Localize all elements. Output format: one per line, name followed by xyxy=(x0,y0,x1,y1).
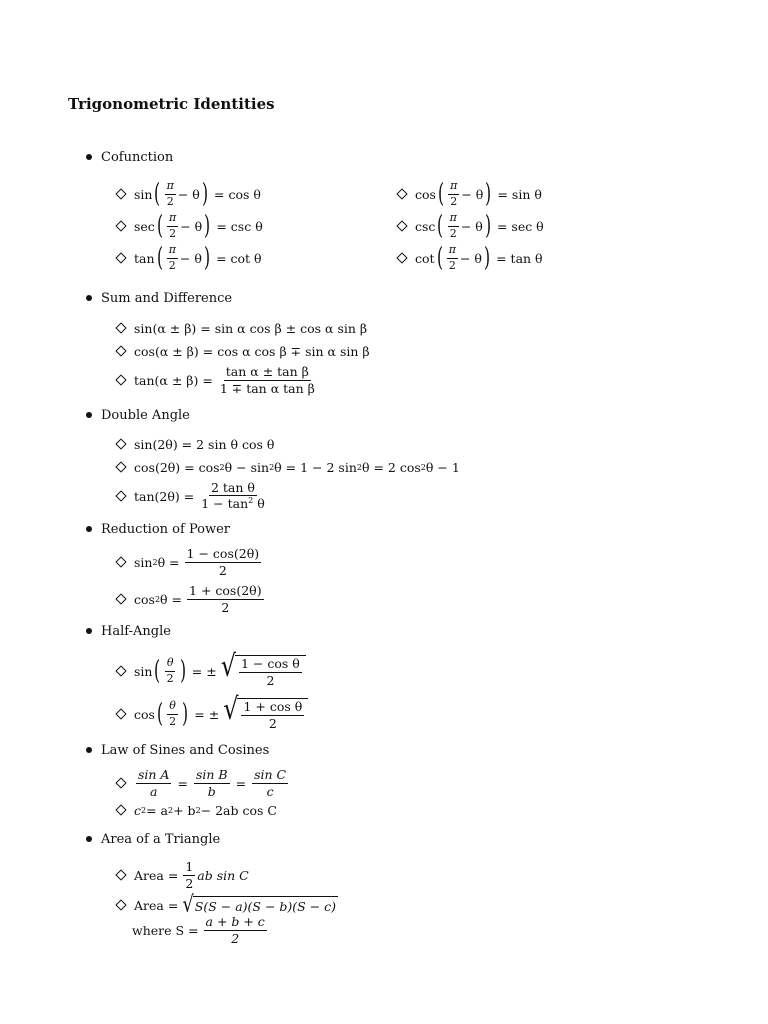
diamond-bullet-icon xyxy=(115,665,126,676)
section-heading-cofunction: Cofunction xyxy=(86,150,173,165)
double-sin: sin(2θ) = 2 sin θ cos θ xyxy=(117,429,274,459)
law-of-cosines: c 2 = a 2 + b 2 − 2ab cos C xyxy=(117,795,277,825)
sum-cos: cos(α ± β) = cos α cos β ∓ sin α sin β xyxy=(117,336,370,366)
diamond-bullet-icon xyxy=(115,593,126,604)
sqrt-icon: √ S(S − a)(S − b)(S − c) xyxy=(182,891,337,918)
diamond-bullet-icon xyxy=(396,220,407,231)
diamond-bullet-icon xyxy=(115,374,126,385)
section-heading-law: Law of Sines and Cosines xyxy=(86,743,269,758)
diamond-bullet-icon xyxy=(115,869,126,880)
bullet-icon xyxy=(86,747,92,753)
bullet-icon xyxy=(86,628,92,634)
diamond-bullet-icon xyxy=(115,804,126,815)
half-cos: cos ( $\frac{\theta}{2}$ ) = ± √ $\frac{\text{1 + cos θ}}{2}$ xyxy=(117,692,308,736)
double-cos: cos(2θ) = cos 2 θ − sin 2 θ = 1 − 2 sin 2 θ = 2 cos 2 θ − 1 xyxy=(117,452,460,482)
section-heading-reduction: Reduction of Power xyxy=(86,522,230,537)
cofunction-csc: csc ( $\frac{\pi}{2}$ − θ ) = sec θ xyxy=(398,204,548,248)
diamond-bullet-icon xyxy=(115,777,126,788)
law-of-sines: $\frac{\text{sin A}}{a}$ = $\frac{\text{sin B}}{b}$ = $\frac{\text{sin C}}{c}$ xyxy=(117,761,290,805)
cofunction-sec: sec ( $\frac{\pi}{2}$ − θ ) = csc θ xyxy=(117,204,267,248)
double-tan: tan(2θ) = $\frac{\text{2 tan θ}}{1 - \tan^2 \theta}$ xyxy=(117,474,269,518)
reduction-sin: sin 2 θ = $\frac{1 - \cos(2\theta)}{2}$ xyxy=(117,540,263,584)
section-heading-double-angle: Double Angle xyxy=(86,408,190,423)
area-where-s: where S = $\frac{a + b + c}{2}$ xyxy=(132,913,265,946)
area-formula-2: Area = √ S(S − a)(S − b)(S − c) xyxy=(117,890,338,920)
diamond-bullet-icon xyxy=(115,461,126,472)
diamond-bullet-icon xyxy=(115,252,126,263)
diamond-bullet-icon xyxy=(396,252,407,263)
diamond-bullet-icon xyxy=(115,220,126,231)
diamond-bullet-icon xyxy=(115,438,126,449)
page-title: Trigonometric Identities xyxy=(68,95,275,113)
half-sin: sin ( $\frac{\theta}{2}$ ) = ± √ $\frac{\text{1 − cos θ}}{2}$ xyxy=(117,649,306,693)
diamond-bullet-icon xyxy=(115,556,126,567)
reduction-cos: cos 2 θ = $\frac{1 + \cos(2\theta)}{2}$ xyxy=(117,577,266,621)
diamond-bullet-icon xyxy=(115,490,126,501)
diamond-bullet-icon xyxy=(115,708,126,719)
sum-sin: sin(α ± β) = sin α cos β ± cos α sin β xyxy=(117,313,367,343)
bullet-icon xyxy=(86,154,92,160)
diamond-bullet-icon xyxy=(115,899,126,910)
sqrt-icon: √ $\frac{\text{1 + cos θ}}{2}$ xyxy=(223,698,308,731)
bullet-icon xyxy=(86,412,92,418)
sum-tan: tan(α ± β) = $\frac{\text{tan α ± tan β}}{\text{1 ∓ tan α tan β}}$ xyxy=(117,358,319,402)
cofunction-cot: cot ( $\frac{\pi}{2}$ − θ ) = tan θ xyxy=(398,236,547,280)
area-formula-1: Area = $\frac{1}{2}$ ab sin C xyxy=(117,853,249,897)
bullet-icon xyxy=(86,836,92,842)
diamond-bullet-icon xyxy=(115,188,126,199)
diamond-bullet-icon xyxy=(396,188,407,199)
section-heading-sum-difference: Sum and Difference xyxy=(86,291,232,306)
cofunction-cos: cos ( $\frac{\pi}{2}$ − θ ) = sin θ xyxy=(398,172,546,216)
cofunction-tan: tan ( $\frac{\pi}{2}$ − θ ) = cot θ xyxy=(117,236,266,280)
cofunction-sin: sin ( $\frac{\pi}{2}$ − θ ) = cos θ xyxy=(117,172,265,216)
bullet-icon xyxy=(86,526,92,532)
diamond-bullet-icon xyxy=(115,345,126,356)
section-heading-half-angle: Half-Angle xyxy=(86,624,171,639)
diamond-bullet-icon xyxy=(115,322,126,333)
sqrt-icon: √ $\frac{\text{1 − cos θ}}{2}$ xyxy=(221,655,306,688)
section-heading-area: Area of a Triangle xyxy=(86,832,220,847)
bullet-icon xyxy=(86,295,92,301)
